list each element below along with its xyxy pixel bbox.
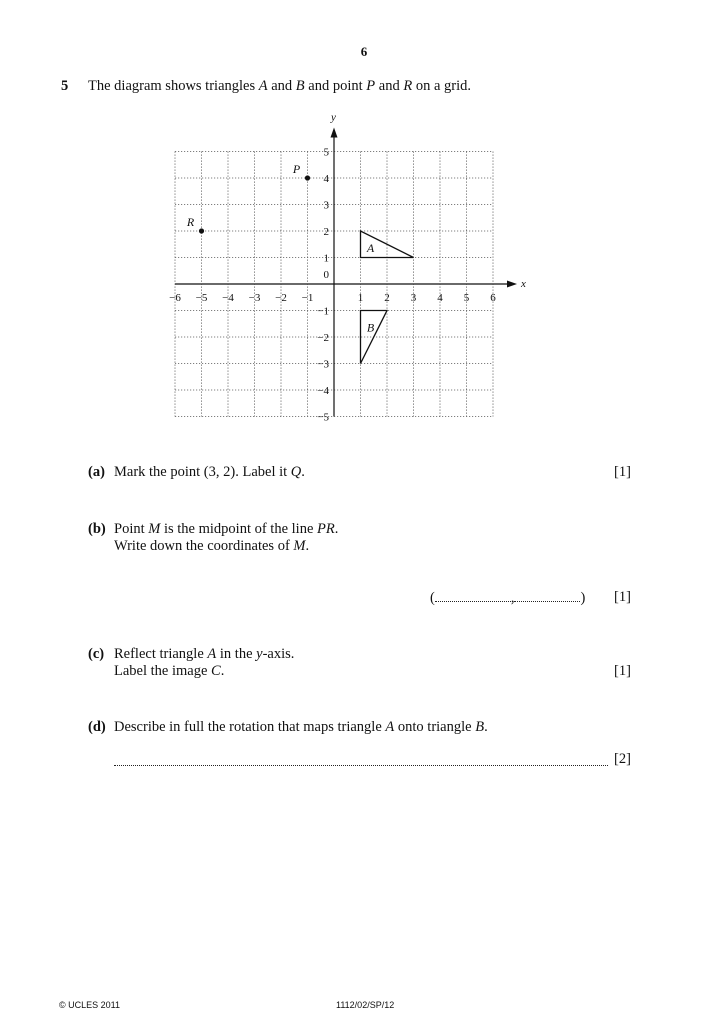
part-a-text-1: Mark the point (3, 2). Label it [114, 464, 291, 480]
part-a-label: (a) [88, 464, 105, 480]
origin-label: 0 [323, 269, 329, 281]
x-tick-label: −1 [301, 292, 314, 304]
y-tick-label: 5 [323, 146, 329, 159]
y-tick-label: 4 [323, 173, 329, 185]
x-tick-label: −2 [275, 292, 287, 304]
part-d-text [114, 719, 488, 736]
part-a-text-2: . [301, 464, 305, 480]
part-b-line1 [114, 521, 338, 538]
x-tick-label: 1 [357, 292, 364, 304]
y-tick-label: −2 [317, 332, 329, 344]
part-b-text: . [334, 521, 339, 537]
y-tick-label: −4 [317, 385, 329, 397]
x-tick-label: 4 [437, 292, 443, 304]
y-tick-label: 1 [323, 252, 329, 265]
point-p [305, 175, 310, 180]
part-c-var-y: y [256, 646, 263, 662]
part-d-var-b: B [475, 719, 485, 735]
question-number: 5 [61, 78, 69, 94]
intro-var-a: A [258, 78, 268, 94]
x-tick-label: 3 [410, 292, 417, 304]
part-b-marks: [1] [614, 589, 631, 605]
part-b-text: is the midpoint of the line [160, 521, 318, 537]
point-label-p: P [292, 162, 301, 176]
part-b-answer-row [430, 589, 585, 607]
intro-text: The diagram shows triangles [88, 78, 259, 94]
x-tick-label: −6 [169, 292, 181, 304]
part-c-marks: [1] [614, 663, 631, 679]
part-b-text: . [305, 538, 310, 554]
part-a-text [114, 464, 305, 481]
part-a-var: Q [290, 464, 302, 480]
x-axis-label: x [521, 278, 526, 290]
y-tick-label: 3 [323, 199, 329, 212]
part-c-text: Reflect triangle [114, 646, 208, 662]
part-d-text-1: Describe in full the rotation that maps triangle [114, 719, 386, 735]
part-b-var-m: M [293, 538, 306, 554]
point-r [199, 228, 204, 233]
coordinate-grid[interactable] [0, 0, 728, 470]
part-c-text: Label the image [114, 663, 212, 679]
comma: , [510, 590, 515, 606]
shapes [186, 162, 414, 364]
part-d-marks: [2] [614, 751, 631, 767]
part-b-label: (b) [88, 521, 106, 537]
y-axis-arrow [331, 128, 338, 138]
y-tick-label: −1 [317, 305, 329, 318]
y-tick-label: −3 [317, 358, 329, 371]
x-tick-label: −4 [222, 292, 234, 304]
y-tick-label: −5 [317, 411, 329, 424]
intro-text: and point [304, 78, 367, 94]
footer-code: 1112/02/SP/12 [336, 1000, 395, 1010]
intro-text: and [375, 78, 404, 94]
part-d-text-2: onto triangle [394, 719, 476, 735]
y-tick-label: 2 [323, 226, 329, 238]
x-tick-label: −3 [248, 292, 261, 304]
part-b-var-pr: PR [317, 521, 335, 537]
part-d-text-3: . [484, 719, 488, 735]
part-c-var-a: A [207, 646, 217, 662]
triangle-label-a: A [366, 241, 375, 255]
part-c-text: in the [216, 646, 257, 662]
tick-labels [169, 147, 496, 424]
answer-x-field[interactable] [435, 589, 511, 602]
footer-copyright: © UCLES 2011 [59, 1000, 120, 1010]
intro-text: on a grid. [412, 78, 471, 94]
part-b-line2 [114, 538, 309, 555]
x-axis-arrow [507, 281, 517, 288]
intro-var-r: R [403, 78, 413, 94]
part-c-var-c: C [211, 663, 221, 679]
x-tick-label: 5 [463, 292, 470, 304]
part-b-text: Point [114, 521, 149, 537]
triangle-label-b: B [366, 320, 375, 335]
page-number: 6 [360, 44, 368, 59]
part-d-label: (d) [88, 719, 106, 735]
part-b-text: Write down the coordinates of [114, 538, 294, 554]
part-c-line2 [114, 663, 224, 680]
open-paren: ( [430, 590, 435, 606]
intro-text: and [267, 78, 296, 94]
x-tick-label: 2 [384, 292, 390, 304]
part-d-answer-line[interactable] [114, 753, 608, 766]
answer-y-field[interactable] [514, 589, 580, 602]
part-c-line1 [114, 646, 294, 663]
part-c-text: . [220, 663, 225, 679]
intro-var-p: P [366, 78, 376, 94]
part-d-var-a: A [385, 719, 395, 735]
close-paren: ) [580, 590, 586, 606]
point-label-r: R [186, 215, 195, 229]
x-tick-label: −5 [195, 292, 208, 304]
part-c-label: (c) [88, 646, 105, 662]
x-tick-label: 6 [490, 292, 496, 304]
part-b-var-m: M [148, 521, 161, 537]
y-axis-label: y [331, 111, 336, 124]
part-a-marks: [1] [614, 464, 631, 480]
part-c-text: -axis. [262, 646, 295, 662]
intro-var-b: B [295, 78, 305, 94]
